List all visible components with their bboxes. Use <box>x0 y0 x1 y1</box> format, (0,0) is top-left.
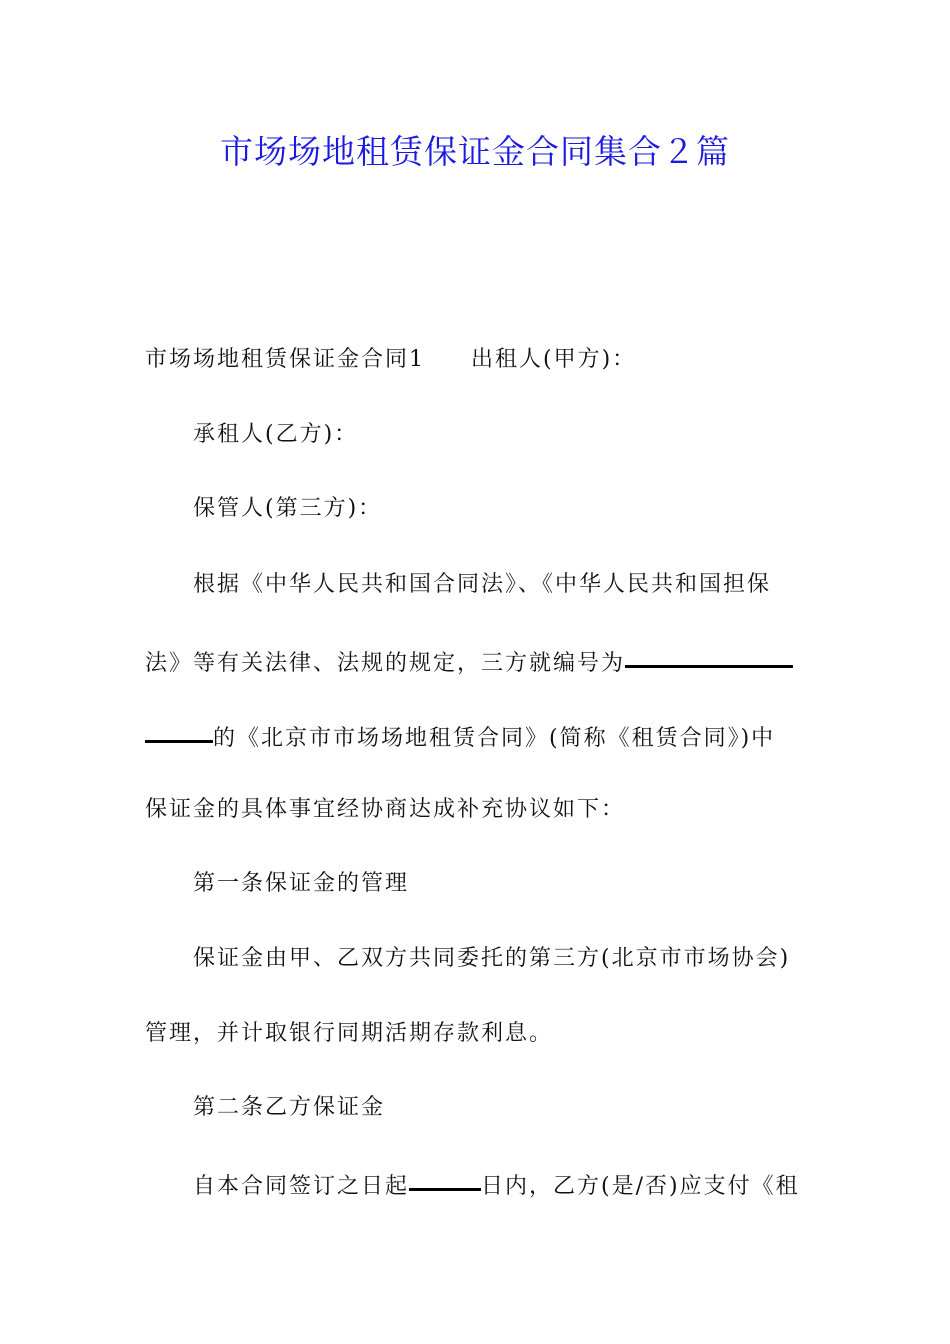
contract-number-blank <box>625 643 793 668</box>
article-1-title: 第一条保证金的管理 <box>193 871 410 896</box>
article-1-line-2: 管理，并计取银行同期活期存款利息。 <box>145 1021 554 1046</box>
lessor-label: 出租人(甲方)： <box>471 347 637 372</box>
contract1-heading: 市场场地租赁保证金合同1 <box>145 347 425 372</box>
days-blank <box>409 1166 481 1191</box>
article-2-line-1 <box>193 1168 800 1202</box>
paragraph-1-line-4: 保证金的具体事宜经协商达成补充协议如下： <box>145 797 626 822</box>
paragraph-1-line-2-text: 法》等有关法律、法规的规定，三方就编号为 <box>145 651 626 676</box>
article-2-line-1-text-before: 自本合同签订之日起 <box>193 1174 410 1199</box>
article-2-line-1-text-after: 日内，乙方(是/否)应支付《租 <box>481 1174 800 1199</box>
contract-heading-line <box>145 345 636 375</box>
contract-number-blank-continued <box>145 718 213 743</box>
document-title: 市场场地租赁保证金合同集合２篇 <box>220 132 730 171</box>
custodian-label: 保管人(第三方)： <box>193 496 383 521</box>
paragraph-1-line-2 <box>145 645 793 679</box>
lessee-label: 承租人(乙方)： <box>193 422 359 447</box>
paragraph-1-line-1: 根据《中华人民共和国合同法》、《中华人民共和国担保 <box>193 572 772 597</box>
paragraph-1-line-3-text: 的《北京市市场场地租赁合同》(简称《租赁合同》)中 <box>213 726 776 751</box>
article-2-title: 第二条乙方保证金 <box>193 1095 386 1120</box>
paragraph-1-line-3 <box>145 720 775 754</box>
article-1-line-1: 保证金由甲、乙双方共同委托的第三方(北京市市场协会) <box>193 946 791 971</box>
